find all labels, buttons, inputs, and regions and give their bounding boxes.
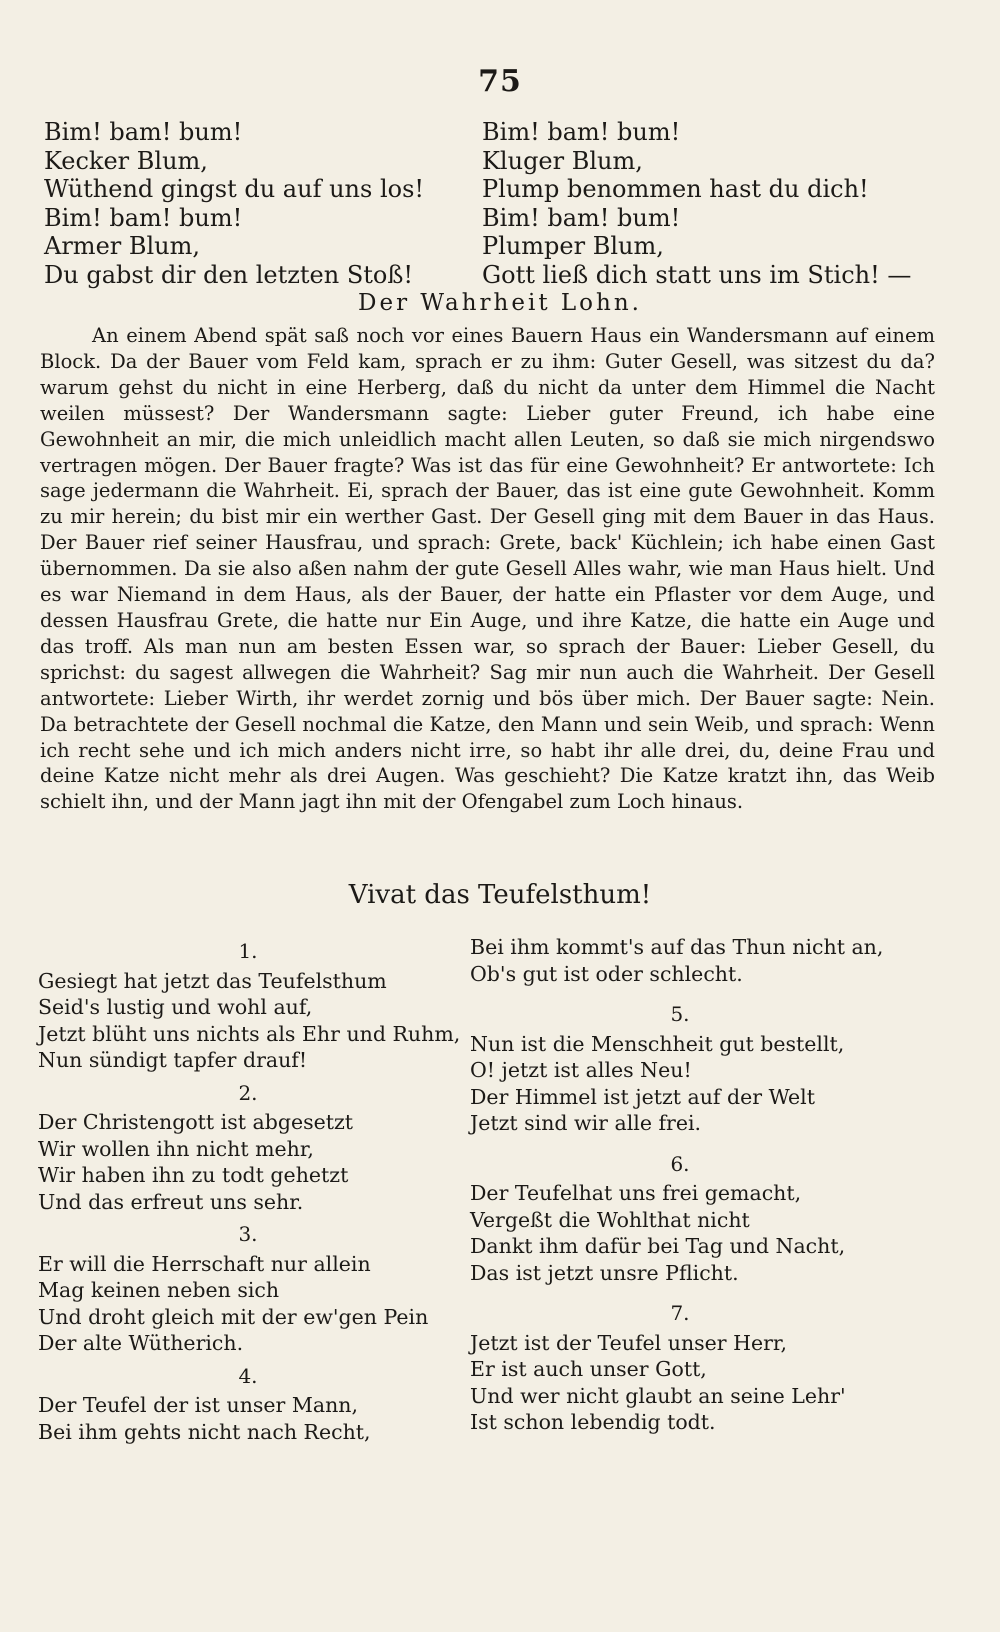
verse-line: Vergeßt die Wohlthat nicht [470, 1207, 750, 1232]
verse-line: Der Himmel ist jetzt auf der Welt [470, 1084, 815, 1109]
verse-line: Du gabst dir den letzten Stoß! [44, 260, 414, 289]
verse-line: Und das erfreut uns sehr. [38, 1189, 304, 1214]
verse-line: Jetzt sind wir alle frei. [470, 1111, 702, 1135]
verse-line: Bim! bam! bum! [482, 203, 681, 232]
verse-line: Jetzt blüht uns nichts als Ehr und Ruhm, [38, 1021, 461, 1046]
stanza-number: 5. [670, 1002, 690, 1026]
verse-line: Wir haben ihn zu todt gehetzt [38, 1163, 349, 1187]
verse-line: Und wer nicht glaubt an seine Lehr' [470, 1383, 846, 1408]
stanza-4-continued [470, 934, 890, 987]
stanza-number: 4. [238, 1363, 258, 1388]
verse-line: Der Christengott ist abgesetzt [38, 1110, 354, 1134]
verse-line: Nun ist die Menschheit gut bestellt, [470, 1031, 845, 1056]
verse-line: Dankt ihm dafür bei Tag und Nacht, [470, 1234, 846, 1258]
verse-line: Er ist auch unser Gott, [470, 1357, 707, 1381]
verse-line: Der Teufel der ist unser Mann, [38, 1393, 359, 1417]
stanza-number: 3. [238, 1222, 258, 1246]
verse-line: Er will die Herrschaft nur allein [38, 1251, 371, 1276]
verse-line: Bim! bam! bum! [44, 203, 243, 232]
top-poem-right-column [482, 118, 911, 289]
verse-line: Kluger Blum, [482, 146, 643, 175]
verse-line: Plump benommen hast du dich! [482, 175, 869, 203]
verse-line: Plumper Blum, [482, 232, 664, 260]
verse-line: Seid's lustig und wohl auf, [38, 995, 313, 1019]
verse-line: Wüthend gingst du auf uns los! [44, 175, 425, 203]
verse-line: Gesiegt hat jetzt das Teufelsthum [38, 968, 387, 993]
song-left-column [38, 938, 460, 1445]
verse-line: Jetzt ist der Teufel unser Herr, [470, 1330, 787, 1355]
verse-line: Mag keinen neben sich [38, 1278, 280, 1302]
stanza-number: 6. [670, 1151, 690, 1176]
verse-line: O! jetzt ist alles Neu! [470, 1058, 692, 1082]
stanza-3 [38, 1221, 460, 1357]
verse-line: Ist schon lebendig todt. [470, 1410, 716, 1434]
page-number: 75 [478, 64, 522, 99]
story-title: Der Wahrheit Lohn. [358, 290, 642, 316]
verse-line: Der alte Wütherich. [38, 1331, 244, 1355]
verse-line: Armer Blum, [44, 232, 201, 260]
stanza-1 [38, 938, 460, 1074]
story-body: An einem Abend spät saß noch vor eines Bauern Haus ein Wandersmann auf einem Block. Da der Bauer vom Feld kam, sprach er zu ihm: Guter Gesell, was sitzest du da? warum gehst du nicht in eine Herberg, daß du nicht da unter dem Himmel die Nacht weilen müssest? Der Wandersmann sagte: Lieber guter Freund, ich habe eine Gewohnheit an mir, die mich unleidlich macht allen Leuten, so daß sie mich nirgendswo vertragen mögen. Der Bauer fragte? Was ist das für eine Gewohnheit? Er antwortete: Ich sage jedermann die Wahrheit. Ei, sprach der Bauer, das ist eine gute Gewohnheit. Komm zu mir herein; du bist mir ein werther Gast. Der Gesell ging mit dem Bauer in das Haus. Der Bauer rief seiner Hausfrau, und sprach: Grete, back' Küchlein; ich habe einen Gast übernommen. Da sie also aßen nahm der gute Gesell Alles wahr, wie man Haus hielt. Und es war Niemand in dem Haus, als der Bauer, der hatte ein Pflaster vor dem Auge, und dessen Hausfrau Grete, die hatte nur Ein Auge, und ihre Katze, die hatte ein Auge und das troff. Als man nun am besten Essen war, so sprach der Bauer: Lieber Gesell, du sprichst: du sagest allwegen die Wahrheit? Sag mir nun auch die Wahrheit. Der Gesell antwortete: Lieber Wirth, ihr werdet zornig und bös über mich. Der Bauer sagte: Nein. Da betrachtete der Gesell nochmal die Katze, den Mann und sein Weib, und sprach: Wenn ich recht sehe und ich mich anders nicht irre, so habt ihr alle drei, du, deine Frau und deine Katze nicht mehr als drei Augen. Was geschieht? Die Katze kratzt ihn, das Weib schielt ihn, und der Mann jagt ihn mit der Ofengabel zum Loch hinaus. [40, 324, 935, 814]
verse-line: Ob's gut ist oder schlecht. [470, 961, 743, 986]
song-title: Vivat das Teufelsthum! [348, 880, 652, 910]
top-poem-left-column [44, 118, 424, 289]
stanza-5 [470, 1001, 890, 1137]
verse-line: Der Teufelhat uns frei gemacht, [470, 1181, 802, 1205]
story-text [40, 323, 935, 815]
verse-line: Nun sündigt tapfer drauf! [38, 1048, 308, 1072]
verse-line: Bei ihm kommt's auf das Thun nicht an, [470, 935, 884, 959]
verse-line: Bim! bam! bum! [44, 118, 243, 146]
stanza-7 [470, 1300, 890, 1436]
verse-line: Kecker Blum, [44, 146, 208, 175]
stanza-2 [38, 1080, 460, 1216]
stanza-number: 7. [670, 1301, 690, 1325]
verse-line: Wir wollen ihn nicht mehr, [38, 1136, 314, 1161]
stanza-6 [470, 1151, 890, 1287]
stanza-number: 1. [238, 939, 258, 963]
verse-line: Und droht gleich mit der ew'gen Pein [38, 1304, 429, 1329]
song-right-column [470, 934, 890, 1436]
verse-line: Bei ihm gehts nicht nach Recht, [38, 1419, 371, 1444]
verse-line: Bim! bam! bum! [482, 118, 681, 146]
stanza-4 [38, 1363, 460, 1446]
verse-line: Gott ließ dich statt uns im Stich! — [482, 260, 912, 289]
verse-line: Das ist jetzt unsre Pflicht. [470, 1260, 739, 1285]
stanza-number: 2. [238, 1080, 258, 1105]
